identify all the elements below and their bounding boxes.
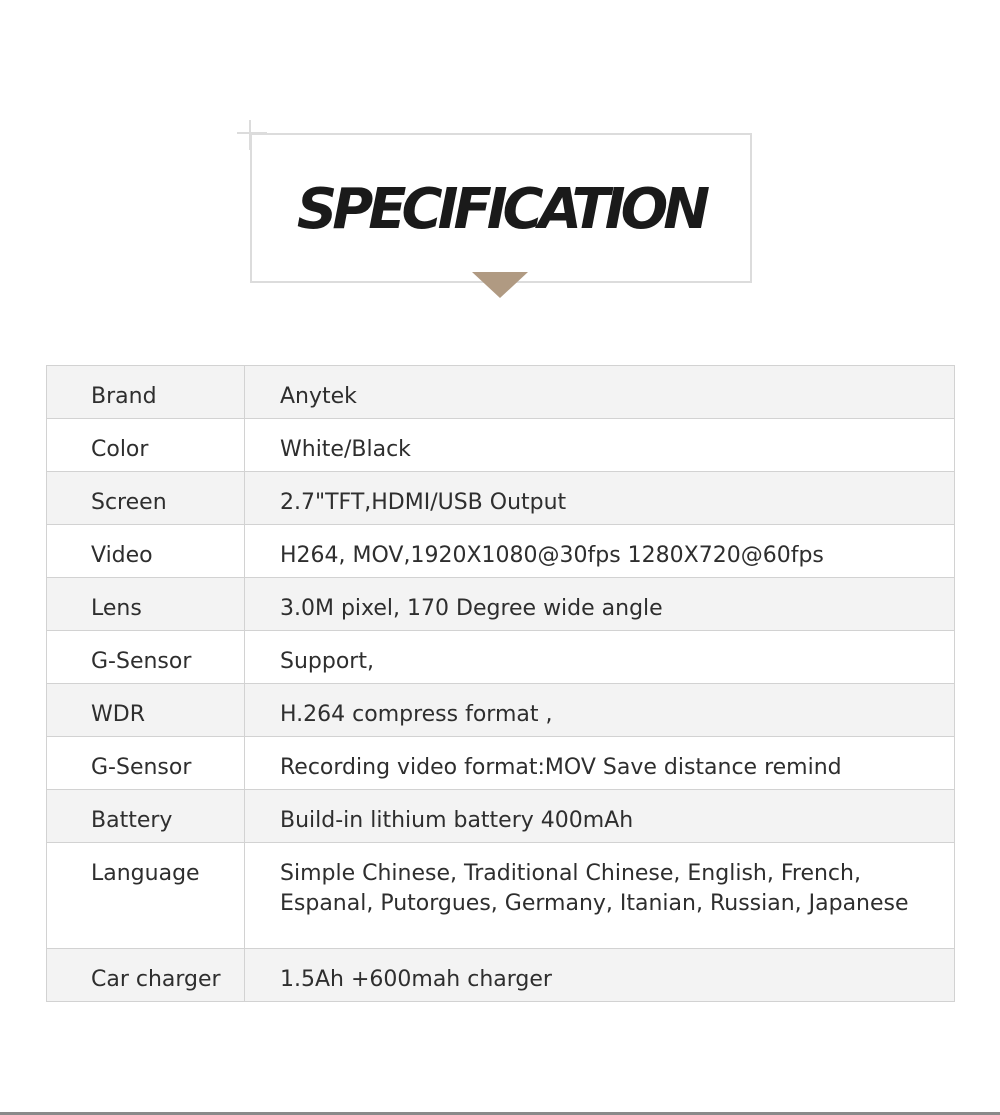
spec-value-line: 3.0M pixel, 170 Degree wide angle [280,596,663,621]
spec-value [245,631,955,684]
spec-label: G-Sensor [47,737,245,790]
spec-value [245,578,955,631]
spec-row [47,525,955,578]
spec-label: WDR [47,684,245,737]
spec-label: Color [47,419,245,472]
spec-value [245,525,955,578]
spec-row [47,472,955,525]
page-title: SPECIFICATION [296,177,706,242]
spec-label: G-Sensor [47,631,245,684]
spec-value [245,419,955,472]
spec-row [47,949,955,1002]
spec-row [47,790,955,843]
spec-row [47,419,955,472]
spec-value-line: Anytek [280,384,357,409]
spec-value [245,684,955,737]
spec-value-line: Espanal, Putorgues, Germany, Itanian, Russian, Japanese [280,891,909,916]
spec-value [245,366,955,419]
spec-row [47,631,955,684]
spec-row [47,843,955,949]
spec-value-line: White/Black [280,437,411,462]
spec-row [47,366,955,419]
spec-row [47,578,955,631]
spec-value [245,949,955,1002]
down-arrow-icon [472,272,528,298]
spec-label: Video [47,525,245,578]
spec-value-line: Simple Chinese, Traditional Chinese, English, French, [280,861,861,886]
spec-value [245,790,955,843]
spec-value-line: Recording video format:MOV Save distance remind [280,755,842,780]
spec-value-line: Build-in lithium battery 400mAh [280,808,634,833]
spec-value-line: 1.5Ah +600mah charger [280,967,552,992]
spec-row [47,737,955,790]
spec-row [47,684,955,737]
spec-value-line: 2.7"TFT,HDMI/USB Output [280,490,567,515]
spec-value [245,737,955,790]
spec-label: Car charger [47,949,245,1002]
spec-label: Lens [47,578,245,631]
spec-value [245,843,955,949]
spec-label: Language [47,843,245,949]
spec-table [46,365,955,1002]
spec-value-line: H.264 compress format , [280,702,553,727]
spec-label: Battery [47,790,245,843]
spec-value-line: H264, MOV,1920X1080@30fps 1280X720@60fps [280,543,824,568]
spec-label: Brand [47,366,245,419]
spec-value [245,472,955,525]
spec-label: Screen [47,472,245,525]
spec-value-line: Support, [280,649,374,674]
